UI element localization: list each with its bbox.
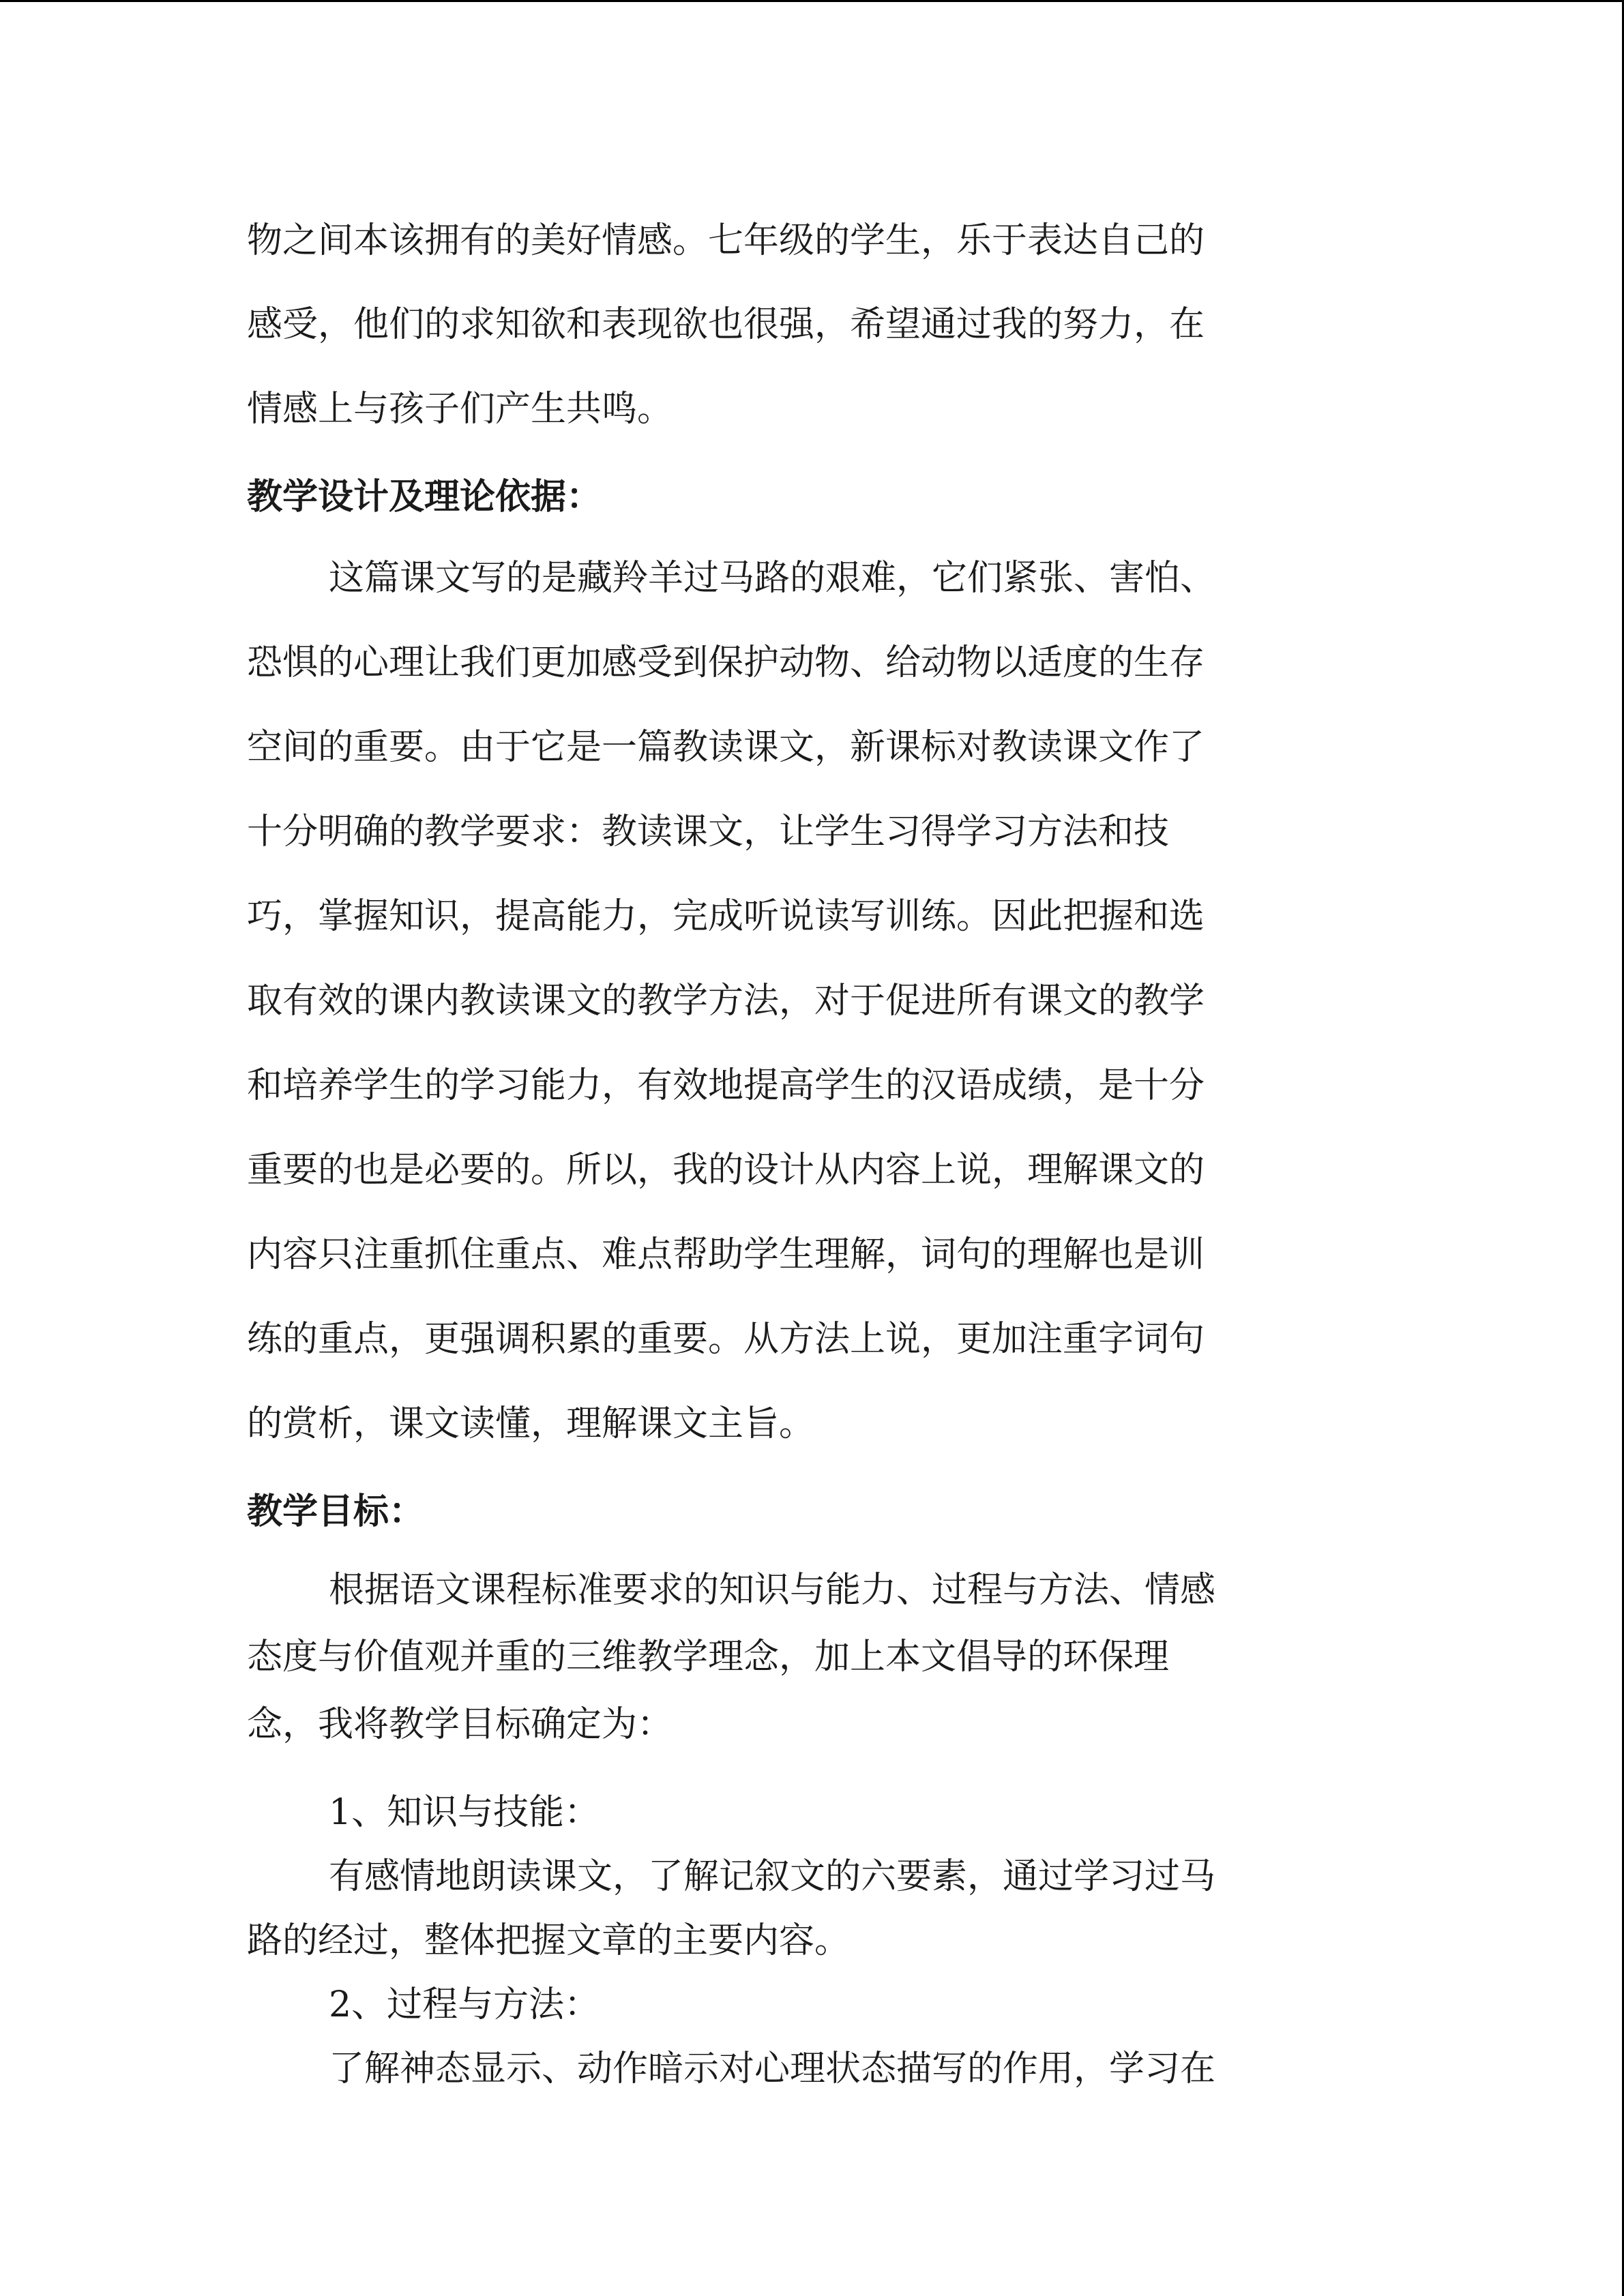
paragraph-line: 巧，掌握知识，提高能力，完成听说读写训练。因此把握和选 — [247, 896, 1205, 937]
paragraph-line: 练的重点，更强调积累的重要。从方法上说，更加注重字词句 — [247, 1319, 1205, 1360]
paragraph-line: 和培养学生的学习能力，有效地提高学生的汉语成绩，是十分 — [247, 1065, 1205, 1106]
paragraph-line: 感受，他们的求知欲和表现欲也很强，希望通过我的努力，在 — [247, 304, 1205, 345]
paragraph-line: 有感情地朗读课文，了解记叙文的六要素，通过学习过马 — [329, 1856, 1216, 1897]
paragraph-line: 的赏析，课文读懂，理解课文主旨。 — [247, 1403, 815, 1444]
paragraph-line: 物之间本该拥有的美好情感。七年级的学生，乐于表达自己的 — [247, 220, 1205, 261]
paragraph-line: 空间的重要。由于它是一篇教读课文，新课标对教读课文作了 — [247, 727, 1205, 768]
paragraph-line: 态度与价值观并重的三维教学理念，加上本文倡导的环保理 — [247, 1637, 1170, 1678]
list-item-heading: 1、知识与技能： — [329, 1792, 600, 1833]
paragraph-line: 十分明确的教学要求：教读课文，让学生习得学习方法和技 — [247, 811, 1170, 852]
paragraph-line: 重要的也是必要的。所以，我的设计从内容上说，理解课文的 — [247, 1150, 1205, 1191]
paragraph-line: 情感上与孩子们产生共鸣。 — [247, 389, 673, 430]
paragraph-line: 这篇课文写的是藏羚羊过马路的艰难，它们紧张、害怕、 — [329, 558, 1216, 599]
list-item-heading: 2、过程与方法： — [329, 1984, 600, 2025]
paragraph-line: 内容只注重抓住重点、难点帮助学生理解，词句的理解也是训 — [247, 1234, 1205, 1275]
paragraph-line: 根据语文课程标准要求的知识与能力、过程与方法、情感 — [329, 1570, 1216, 1611]
section-heading-objectives: 教学目标： — [247, 1491, 425, 1532]
page-top-border — [0, 0, 1624, 2]
paragraph-line: 念，我将教学目标确定为： — [247, 1704, 673, 1745]
paragraph-line: 取有效的课内教读课文的教学方法，对于促进所有课文的教学 — [247, 981, 1205, 1022]
section-heading-design-basis: 教学设计及理论依据： — [247, 476, 602, 518]
paragraph-line: 了解神态显示、动作暗示对心理状态描写的作用，学习在 — [329, 2048, 1216, 2089]
paragraph-line: 路的经过，整体把握文章的主要内容。 — [247, 1920, 851, 1961]
paragraph-line: 恐惧的心理让我们更加感受到保护动物、给动物以适度的生存 — [247, 642, 1205, 683]
